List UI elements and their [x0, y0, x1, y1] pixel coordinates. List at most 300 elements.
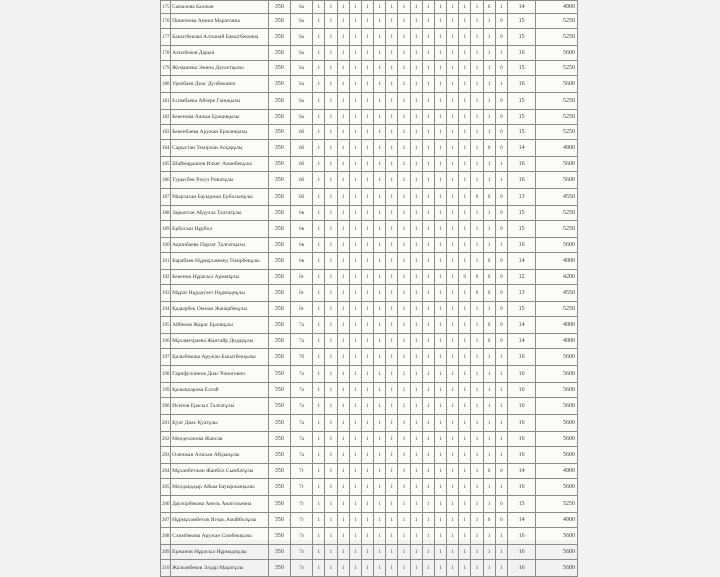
attendance-mark: 1: [313, 157, 325, 172]
total-days: 15: [507, 221, 535, 238]
class-cell: 7а: [290, 383, 312, 398]
attendance-mark: 1: [374, 285, 386, 302]
attendance-mark: 1: [410, 366, 422, 383]
attendance-mark: 1: [325, 172, 337, 189]
attendance-mark: 1: [337, 545, 349, 560]
attendance-mark: 1: [398, 46, 410, 61]
price-cell: 350: [268, 317, 290, 334]
row-number: 188: [161, 206, 171, 221]
attendance-mark: 1: [374, 29, 386, 46]
attendance-mark: 1: [313, 29, 325, 46]
attendance-mark: 0: [495, 221, 507, 238]
attendance-mark: 1: [471, 447, 483, 464]
attendance-mark: 0: [483, 189, 495, 206]
attendance-mark: 1: [313, 464, 325, 479]
attendance-mark: 0: [495, 93, 507, 110]
attendance-mark: 1: [325, 110, 337, 125]
attendance-mark: 1: [434, 125, 446, 140]
attendance-mark: 1: [313, 528, 325, 545]
student-name: Есимбаева Айзере Ганиқызы: [171, 93, 268, 110]
attendance-mark: 1: [447, 221, 459, 238]
attendance-mark: 1: [447, 46, 459, 61]
attendance-mark: 1: [386, 29, 398, 46]
table-row: [161, 253, 578, 270]
attendance-mark: 1: [422, 349, 434, 366]
attendance-mark: 1: [337, 317, 349, 334]
attendance-mark: 1: [349, 513, 361, 528]
total-days: 13: [507, 285, 535, 302]
attendance-mark: 1: [459, 383, 471, 398]
attendance-mark: 1: [313, 93, 325, 110]
attendance-mark: 1: [447, 61, 459, 76]
attendance-mark: 1: [483, 560, 495, 577]
attendance-mark: 1: [374, 157, 386, 172]
table-row: [161, 560, 578, 577]
attendance-mark: 1: [471, 398, 483, 415]
attendance-mark: 1: [422, 270, 434, 285]
student-name: Мұхаметраева Жантайр Дидарұлы: [171, 334, 268, 349]
attendance-mark: 1: [398, 398, 410, 415]
attendance-mark: 1: [471, 496, 483, 513]
attendance-mark: 1: [325, 349, 337, 366]
attendance-mark: 1: [325, 140, 337, 157]
attendance-mark: 1: [422, 415, 434, 432]
total-sum: 5600: [536, 398, 578, 415]
total-days: 15: [507, 125, 535, 140]
total-sum: 5600: [536, 366, 578, 383]
attendance-mark: 1: [434, 285, 446, 302]
price-cell: 350: [268, 528, 290, 545]
attendance-mark: 0: [495, 464, 507, 479]
attendance-mark: 1: [447, 513, 459, 528]
attendance-mark: 1: [483, 398, 495, 415]
student-name: Самалова Балжан: [171, 1, 268, 14]
attendance-mark: 1: [410, 398, 422, 415]
attendance-mark: 1: [349, 61, 361, 76]
attendance-mark: 1: [447, 1, 459, 14]
attendance-mark: 1: [422, 61, 434, 76]
attendance-mark: 1: [434, 172, 446, 189]
price-cell: 350: [268, 140, 290, 157]
attendance-mark: 1: [471, 383, 483, 398]
table-row: [161, 415, 578, 432]
attendance-mark: 1: [447, 125, 459, 140]
attendance-mark: 1: [313, 447, 325, 464]
attendance-mark: 1: [422, 302, 434, 317]
attendance-mark: 1: [410, 285, 422, 302]
attendance-mark: 1: [313, 46, 325, 61]
attendance-mark: 1: [459, 29, 471, 46]
attendance-mark: 1: [447, 302, 459, 317]
attendance-mark: 1: [386, 285, 398, 302]
attendance-mark: 1: [337, 349, 349, 366]
row-number: 190: [161, 238, 171, 253]
attendance-mark: 1: [386, 221, 398, 238]
attendance-mark: 1: [325, 29, 337, 46]
attendance-mark: 1: [434, 447, 446, 464]
total-sum: 4900: [536, 317, 578, 334]
total-days: 15: [507, 302, 535, 317]
attendance-mark: 1: [398, 61, 410, 76]
attendance-mark: 1: [483, 29, 495, 46]
attendance-mark: 1: [410, 334, 422, 349]
attendance-mark: 1: [459, 479, 471, 496]
attendance-mark: 1: [398, 270, 410, 285]
total-days: 14: [507, 1, 535, 14]
attendance-mark: 1: [471, 110, 483, 125]
attendance-mark: 1: [386, 140, 398, 157]
student-name: Ахилбеков Дарын: [171, 46, 268, 61]
attendance-mark: 1: [471, 206, 483, 221]
row-number: 209: [161, 545, 171, 560]
total-sum: 5600: [536, 349, 578, 366]
class-cell: 6г: [290, 285, 312, 302]
attendance-mark: 1: [349, 157, 361, 172]
attendance-mark: 1: [447, 285, 459, 302]
total-sum: 5600: [536, 76, 578, 93]
total-days: 14: [507, 464, 535, 479]
attendance-mark: 1: [337, 432, 349, 447]
attendance-mark: 1: [447, 172, 459, 189]
attendance-mark: 1: [459, 496, 471, 513]
table-row: [161, 140, 578, 157]
attendance-mark: 1: [313, 302, 325, 317]
total-sum: 5250: [536, 110, 578, 125]
table-row: [161, 110, 578, 125]
attendance-mark: 0: [483, 253, 495, 270]
attendance-mark: 1: [374, 93, 386, 110]
attendance-mark: 1: [422, 140, 434, 157]
attendance-mark: 1: [434, 334, 446, 349]
student-name: Слимбекова Аружан Симбекқызы: [171, 528, 268, 545]
attendance-mark: 1: [459, 447, 471, 464]
attendance-mark: 0: [495, 513, 507, 528]
table-row: [161, 172, 578, 189]
attendance-mark: 1: [483, 76, 495, 93]
attendance-mark: 1: [410, 302, 422, 317]
attendance-mark: 1: [495, 46, 507, 61]
price-cell: 350: [268, 545, 290, 560]
attendance-mark: 1: [313, 560, 325, 577]
attendance-mark: 1: [459, 61, 471, 76]
row-number: 201: [161, 415, 171, 432]
attendance-mark: 1: [361, 206, 373, 221]
attendance-mark: 1: [337, 46, 349, 61]
total-sum: 5250: [536, 125, 578, 140]
attendance-mark: 1: [386, 398, 398, 415]
attendance-mark: 1: [313, 349, 325, 366]
attendance-mark: 1: [361, 29, 373, 46]
attendance-mark: 1: [325, 432, 337, 447]
attendance-mark: 1: [386, 317, 398, 334]
attendance-mark: 1: [410, 349, 422, 366]
row-number: 199: [161, 383, 171, 398]
attendance-mark: 1: [386, 464, 398, 479]
attendance-mark: 1: [349, 238, 361, 253]
attendance-mark: 1: [471, 14, 483, 29]
student-name: Айбеков Жарас Ерланұлы: [171, 317, 268, 334]
attendance-mark: 1: [325, 189, 337, 206]
attendance-mark: 1: [361, 513, 373, 528]
attendance-mark: 1: [447, 189, 459, 206]
attendance-mark: 1: [398, 464, 410, 479]
table-row: [161, 334, 578, 349]
price-cell: 350: [268, 366, 290, 383]
total-days: 14: [507, 513, 535, 528]
attendance-mark: 0: [483, 513, 495, 528]
attendance-mark: 1: [398, 317, 410, 334]
attendance-mark: 1: [459, 110, 471, 125]
attendance-mark: 1: [495, 1, 507, 14]
total-days: 16: [507, 383, 535, 398]
attendance-mark: 1: [386, 253, 398, 270]
row-number: 189: [161, 221, 171, 238]
attendance-mark: 1: [434, 221, 446, 238]
attendance-mark: 1: [434, 206, 446, 221]
attendance-mark: 1: [410, 545, 422, 560]
total-sum: 5600: [536, 46, 578, 61]
attendance-mark: 1: [337, 157, 349, 172]
price-cell: 350: [268, 110, 290, 125]
attendance-mark: 1: [447, 479, 459, 496]
attendance-mark: 1: [386, 302, 398, 317]
attendance-mark: 1: [374, 334, 386, 349]
row-number: 204: [161, 464, 171, 479]
attendance-mark: 1: [313, 172, 325, 189]
attendance-mark: 1: [374, 61, 386, 76]
student-name: Жалымбеков Элдар Маратұлы: [171, 560, 268, 577]
attendance-mark: 1: [313, 14, 325, 29]
price-cell: 350: [268, 93, 290, 110]
attendance-mark: 1: [483, 366, 495, 383]
total-days: 16: [507, 447, 535, 464]
attendance-mark: 1: [471, 545, 483, 560]
attendance-mark: 1: [325, 464, 337, 479]
attendance-mark: 1: [386, 415, 398, 432]
attendance-mark: 1: [471, 238, 483, 253]
student-name: Шаймарданов Ильяс Аманбекұлы: [171, 157, 268, 172]
attendance-mark: 1: [349, 317, 361, 334]
attendance-mark: 1: [459, 46, 471, 61]
attendance-mark: 1: [459, 157, 471, 172]
attendance-mark: 1: [361, 172, 373, 189]
attendance-mark: 1: [422, 189, 434, 206]
row-number: 200: [161, 398, 171, 415]
attendance-mark: 1: [471, 221, 483, 238]
class-cell: 6в: [290, 206, 312, 221]
attendance-mark: 1: [386, 560, 398, 577]
table-row: [161, 238, 578, 253]
attendance-mark: 1: [325, 125, 337, 140]
row-number: 180: [161, 76, 171, 93]
total-sum: 5250: [536, 61, 578, 76]
attendance-mark: 1: [325, 560, 337, 577]
table-row: [161, 206, 578, 221]
attendance-mark: 1: [386, 157, 398, 172]
attendance-mark: 1: [422, 253, 434, 270]
class-cell: 6в: [290, 253, 312, 270]
attendance-mark: 1: [483, 206, 495, 221]
total-days: 14: [507, 253, 535, 270]
attendance-mark: 1: [349, 140, 361, 157]
attendance-mark: 1: [349, 125, 361, 140]
attendance-mark: 1: [361, 61, 373, 76]
attendance-mark: 1: [337, 285, 349, 302]
attendance-mark: 1: [361, 253, 373, 270]
attendance-mark: 1: [471, 415, 483, 432]
row-number: 194: [161, 302, 171, 317]
attendance-mark: 1: [337, 29, 349, 46]
attendance-mark: 1: [447, 317, 459, 334]
attendance-mark: 1: [422, 125, 434, 140]
attendance-mark: 1: [361, 125, 373, 140]
attendance-mark: 1: [434, 29, 446, 46]
attendance-mark: 1: [349, 14, 361, 29]
attendance-mark: 1: [471, 253, 483, 270]
attendance-mark: 1: [434, 479, 446, 496]
attendance-mark: 1: [471, 140, 483, 157]
row-number: 203: [161, 447, 171, 464]
attendance-mark: 1: [434, 398, 446, 415]
attendance-mark: 1: [422, 496, 434, 513]
attendance-mark: 1: [459, 189, 471, 206]
attendance-mark: 1: [374, 238, 386, 253]
attendance-mark: 1: [495, 479, 507, 496]
attendance-mark: 1: [459, 140, 471, 157]
attendance-mark: 1: [422, 1, 434, 14]
attendance-mark: 1: [410, 238, 422, 253]
attendance-mark: 1: [495, 398, 507, 415]
attendance-mark: 0: [495, 334, 507, 349]
attendance-mark: 1: [434, 110, 446, 125]
attendance-mark: 1: [398, 172, 410, 189]
attendance-mark: 1: [459, 366, 471, 383]
class-cell: 6а: [290, 93, 312, 110]
total-days: 16: [507, 238, 535, 253]
attendance-mark: 1: [495, 545, 507, 560]
attendance-mark: 1: [495, 432, 507, 447]
attendance-mark: 1: [349, 189, 361, 206]
table-row: [161, 398, 578, 415]
attendance-payment-table: [160, 0, 578, 577]
attendance-mark: 1: [374, 317, 386, 334]
attendance-mark: 1: [386, 545, 398, 560]
row-number: 205: [161, 479, 171, 496]
attendance-mark: 1: [398, 302, 410, 317]
attendance-mark: 1: [398, 189, 410, 206]
attendance-mark: 1: [374, 76, 386, 93]
attendance-mark: 1: [349, 1, 361, 14]
attendance-mark: 1: [349, 285, 361, 302]
attendance-mark: 1: [422, 206, 434, 221]
row-number: 207: [161, 513, 171, 528]
attendance-mark: 1: [422, 464, 434, 479]
attendance-mark: 1: [398, 415, 410, 432]
attendance-mark: 1: [325, 238, 337, 253]
attendance-mark: 1: [434, 415, 446, 432]
attendance-mark: 1: [337, 415, 349, 432]
price-cell: 350: [268, 285, 290, 302]
student-name: Бекенова Ажкан Ержанқызы: [171, 110, 268, 125]
attendance-mark: 1: [374, 432, 386, 447]
attendance-mark: 1: [410, 157, 422, 172]
attendance-mark: 1: [374, 189, 386, 206]
attendance-mark: 0: [483, 334, 495, 349]
class-cell: 7а: [290, 334, 312, 349]
attendance-mark: 1: [483, 479, 495, 496]
attendance-mark: 1: [349, 496, 361, 513]
attendance-mark: 1: [313, 479, 325, 496]
row-number: 179: [161, 61, 171, 76]
attendance-mark: 1: [434, 157, 446, 172]
student-name: Бекенбаева Аружан Ержанқызы: [171, 125, 268, 140]
attendance-mark: 1: [361, 302, 373, 317]
total-sum: 5600: [536, 432, 578, 447]
student-name: Гарифуллинов Диас Ринатович: [171, 366, 268, 383]
attendance-mark: 1: [398, 447, 410, 464]
total-sum: 5250: [536, 93, 578, 110]
price-cell: 350: [268, 349, 290, 366]
attendance-mark: 1: [325, 206, 337, 221]
attendance-mark: 1: [471, 349, 483, 366]
attendance-mark: 1: [447, 415, 459, 432]
attendance-mark: 1: [374, 513, 386, 528]
attendance-mark: 1: [337, 496, 349, 513]
price-cell: 350: [268, 513, 290, 528]
attendance-mark: 1: [495, 366, 507, 383]
attendance-mark: 1: [349, 46, 361, 61]
attendance-mark: 1: [447, 140, 459, 157]
table-row: [161, 221, 578, 238]
attendance-mark: 1: [483, 496, 495, 513]
row-number: 195: [161, 317, 171, 334]
attendance-mark: 1: [337, 479, 349, 496]
attendance-mark: 1: [434, 93, 446, 110]
attendance-mark: 1: [483, 415, 495, 432]
student-name: Карабаев Нұрмұхаммед Темірбекұлы: [171, 253, 268, 270]
attendance-mark: 1: [361, 93, 373, 110]
attendance-mark: 0: [495, 110, 507, 125]
attendance-mark: 1: [361, 560, 373, 577]
attendance-mark: 1: [325, 496, 337, 513]
class-cell: 6б: [290, 189, 312, 206]
price-cell: 350: [268, 464, 290, 479]
attendance-mark: 1: [386, 172, 398, 189]
attendance-mark: 1: [483, 14, 495, 29]
price-cell: 350: [268, 270, 290, 285]
total-sum: 5600: [536, 383, 578, 398]
attendance-mark: 1: [410, 513, 422, 528]
class-cell: 6г: [290, 270, 312, 285]
attendance-mark: 1: [447, 76, 459, 93]
attendance-mark: 1: [349, 447, 361, 464]
total-sum: 5600: [536, 528, 578, 545]
table-row: [161, 46, 578, 61]
attendance-mark: 1: [447, 93, 459, 110]
class-cell: 6а: [290, 46, 312, 61]
student-name: Даулорбекова Анель Анатольевна: [171, 496, 268, 513]
student-name: Бакытбекова Алтынай Бакытбековна: [171, 29, 268, 46]
class-cell: 6а: [290, 61, 312, 76]
row-number: 210: [161, 560, 171, 577]
attendance-mark: 1: [410, 14, 422, 29]
attendance-mark: 1: [337, 464, 349, 479]
attendance-mark: 1: [434, 496, 446, 513]
attendance-mark: 1: [483, 349, 495, 366]
attendance-mark: 1: [325, 447, 337, 464]
attendance-mark: 1: [483, 383, 495, 398]
student-name: Оленжан Алихан Айдынұлы: [171, 447, 268, 464]
